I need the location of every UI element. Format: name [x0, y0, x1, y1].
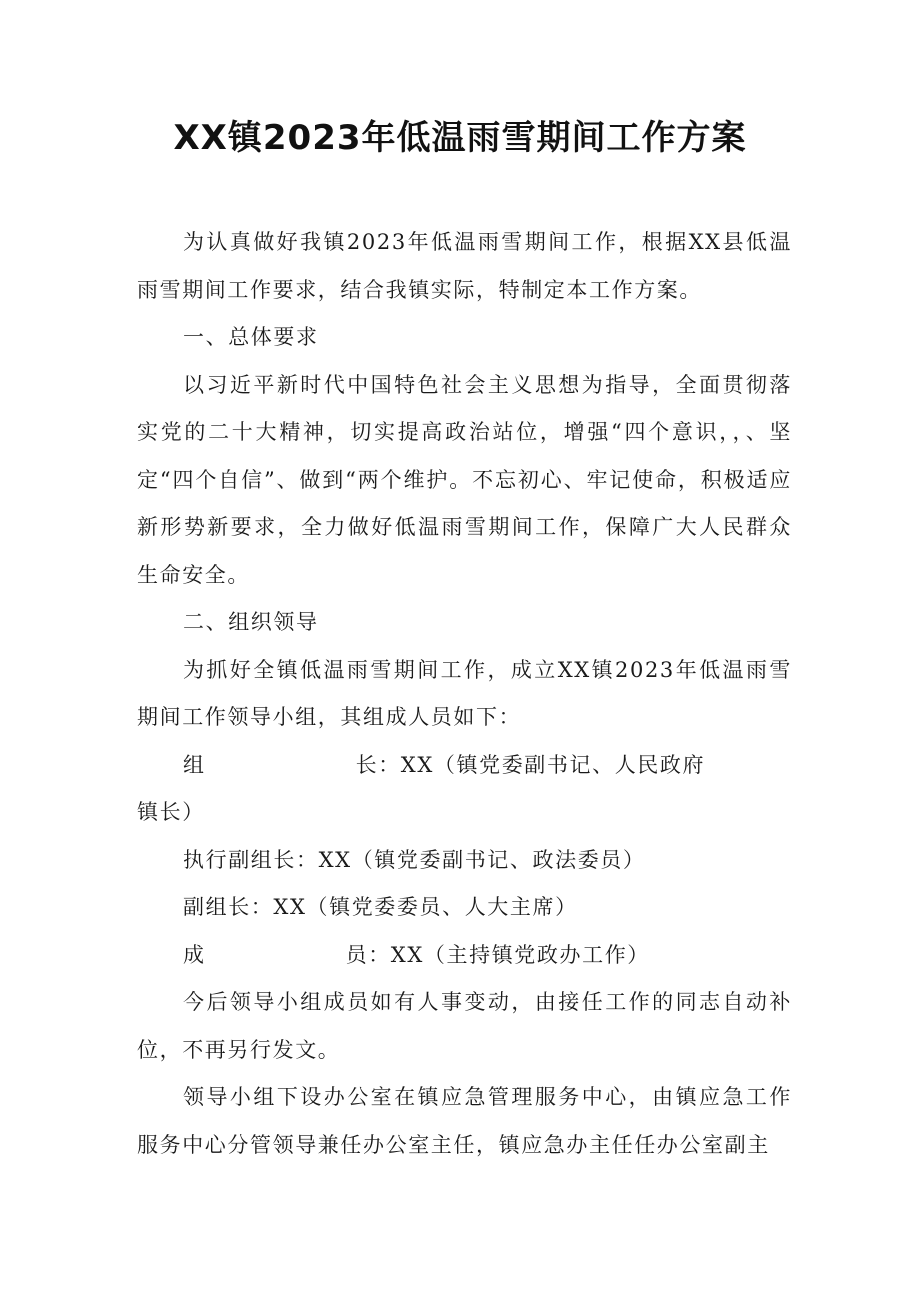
intro-paragraph: 为认真做好我镇2023年低温雨雪期间工作，根据XX县低温雨雪期间工作要求，结合我镇实际，特制定本工作方案。 [137, 230, 792, 302]
deputy-line: 副组长：XX（镇党委委员、人大主席） [183, 895, 578, 919]
member-label-char: 成 [183, 942, 206, 967]
leader-label-char: 组 [183, 752, 206, 777]
leader-entry: 长：XX（镇党委副书记、人民政府 [355, 752, 706, 777]
member-line [137, 932, 792, 980]
section1-paragraph: 以习近平新时代中国特色社会主义思想为指导，全面贯彻落实党的二十大精神，切实提高政治站位，增强“四个意识，，、坚定“四个自信”、做到“两个维护。不忘初心、牢记使命，积极适应新形势新要求，全力做好低温雨雪期间工作，保障广大人民群众生命安全。 [137, 372, 792, 587]
document-title: XX镇2023年低温雨雪期间工作方案 [173, 118, 747, 158]
member-entry: 员：XX（主持镇党政办工作） [345, 942, 650, 967]
note-paragraph: 今后领导小组成员如有人事变动，由接任工作的同志自动补位，不再另行发文。 [137, 990, 792, 1062]
leader-line-continued: 镇长） [137, 800, 205, 824]
section2-heading: 二、组织领导 [183, 610, 319, 634]
section2-paragraph: 为抓好全镇低温雨雪期间工作，成立XX镇2023年低温雨雪期间工作领导小组，其组成人员如下： [137, 657, 792, 729]
office-paragraph: 领导小组下设办公室在镇应急管理服务中心，由镇应急工作服务中心分管领导兼任办公室主任，镇应急办主任任办公室副主 [137, 1085, 792, 1157]
section1-heading: 一、总体要求 [183, 325, 319, 349]
document-body [137, 219, 792, 1169]
leader-line [137, 742, 792, 790]
exec-deputy-line: 执行副组长：XX（镇党委副书记、政法委员） [183, 847, 646, 872]
